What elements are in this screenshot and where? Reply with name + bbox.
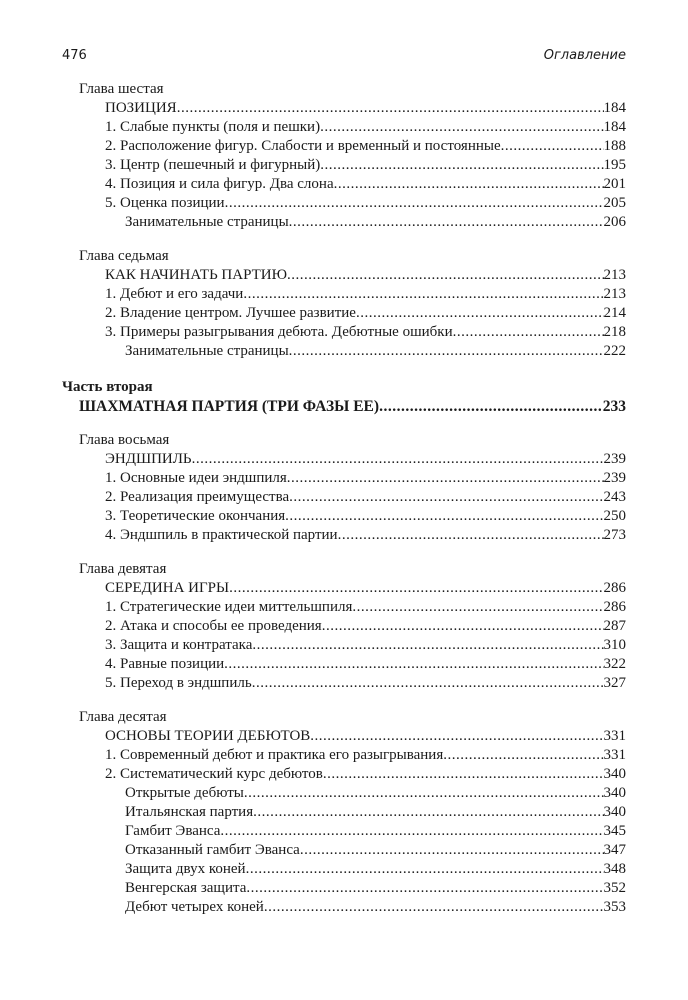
- toc-entry[interactable]: [62, 194, 626, 213]
- dot-leader: [289, 213, 604, 232]
- entry-title: 3. Примеры разыгрывания дебюта. Дебютные ошибки: [105, 324, 453, 340]
- chapter-title-entry[interactable]: [62, 579, 626, 598]
- dot-leader: [177, 99, 604, 118]
- dot-leader: [322, 617, 604, 636]
- toc-entry[interactable]: [62, 213, 626, 232]
- entry-page: 331: [603, 728, 626, 744]
- entry-title: Занимательные страницы: [125, 214, 289, 230]
- entry-page: 310: [603, 637, 626, 653]
- entry-page: 348: [603, 861, 626, 877]
- toc-entry[interactable]: [62, 636, 626, 655]
- entry-title: Венгерская защита: [125, 880, 247, 896]
- chapter-heading: Глава седьмая: [79, 248, 169, 264]
- dot-leader: [287, 469, 604, 488]
- page-number: 476: [62, 48, 87, 63]
- dot-leader: [356, 304, 604, 323]
- toc-subentry[interactable]: [62, 822, 626, 841]
- dot-leader: [334, 175, 604, 194]
- entry-page: 327: [603, 675, 626, 691]
- toc-entry[interactable]: [62, 285, 626, 304]
- entry-title: 3. Центр (пешечный и фигурный): [105, 157, 321, 173]
- entry-page: 273: [603, 527, 626, 543]
- entry-title: 1. Дебют и его задачи: [105, 286, 244, 302]
- dot-leader: [224, 655, 603, 674]
- toc-entry[interactable]: [62, 488, 626, 507]
- toc-entry[interactable]: [62, 526, 626, 545]
- entry-page: 243: [603, 489, 626, 505]
- dot-leader: [379, 397, 603, 416]
- entry-page: 188: [603, 138, 626, 154]
- entry-title: ШАХМАТНАЯ ПАРТИЯ (ТРИ ФАЗЫ ЕЕ): [79, 398, 380, 415]
- entry-page: 184: [603, 119, 626, 135]
- entry-page: 233: [602, 398, 626, 415]
- chapter-heading: Глава девятая: [79, 561, 167, 577]
- part-title-entry[interactable]: [62, 397, 626, 416]
- toc-entry[interactable]: [62, 304, 626, 323]
- entry-title: 4. Эндшпиль в практической партии: [105, 527, 338, 543]
- entry-title: 4. Равные позиции: [105, 656, 225, 672]
- entry-title: ОСНОВЫ ТЕОРИИ ДЕБЮТОВ: [105, 728, 311, 744]
- toc-entry[interactable]: [62, 323, 626, 342]
- dot-leader: [320, 118, 603, 137]
- entry-title: Дебют четырех коней: [125, 899, 264, 915]
- entry-page: 239: [603, 470, 626, 486]
- toc-entry[interactable]: [62, 156, 626, 175]
- entry-page: 352: [603, 880, 626, 896]
- spacer: [62, 545, 626, 560]
- entry-page: 331: [603, 747, 626, 763]
- entry-title: 5. Оценка позиции: [105, 195, 225, 211]
- toc-subentry[interactable]: [62, 898, 626, 917]
- entry-page: 322: [603, 656, 626, 672]
- spacer: [62, 416, 626, 431]
- dot-leader: [323, 765, 604, 784]
- entry-page: 201: [603, 176, 626, 192]
- dot-leader: [289, 342, 604, 361]
- toc-subentry[interactable]: [62, 803, 626, 822]
- toc-subentry[interactable]: [62, 784, 626, 803]
- entry-page: 340: [603, 785, 626, 801]
- dot-leader: [220, 822, 603, 841]
- toc-subentry[interactable]: [62, 860, 626, 879]
- dot-leader: [192, 450, 604, 469]
- toc-entry[interactable]: [62, 674, 626, 693]
- entry-title: 2. Систематический курс дебютов: [105, 766, 323, 782]
- chapter-heading: Глава восьмая: [79, 432, 170, 448]
- dot-leader: [289, 488, 603, 507]
- chapter-title-entry[interactable]: [62, 727, 626, 746]
- entry-title: Гамбит Эванса: [125, 823, 221, 839]
- chapter-title-entry[interactable]: [62, 266, 626, 285]
- dot-leader: [246, 879, 603, 898]
- entry-page: 286: [603, 599, 626, 615]
- entry-page: 287: [603, 618, 626, 634]
- dot-leader: [338, 526, 604, 545]
- spacer: [62, 693, 626, 708]
- entry-title: 2. Расположение фигур. Слабости и временный и постоянные: [105, 138, 501, 154]
- entry-page: 213: [603, 267, 626, 283]
- toc-entry[interactable]: [62, 507, 626, 526]
- entry-page: 184: [603, 100, 626, 116]
- toc-entry[interactable]: [62, 342, 626, 361]
- toc-subentry[interactable]: [62, 879, 626, 898]
- table-of-contents: [62, 80, 626, 917]
- entry-page: 222: [603, 343, 626, 359]
- entry-page: 340: [603, 766, 626, 782]
- entry-title: ПОЗИЦИЯ: [105, 100, 177, 116]
- dot-leader: [246, 860, 604, 879]
- entry-page: 345: [603, 823, 626, 839]
- entry-title: КАК НАЧИНАТЬ ПАРТИЮ: [105, 267, 288, 283]
- entry-page: 205: [603, 195, 626, 211]
- dot-leader: [252, 674, 604, 693]
- toc-entry[interactable]: [62, 746, 626, 765]
- entry-page: 347: [603, 842, 626, 858]
- entry-page: 206: [603, 214, 626, 230]
- dot-leader: [229, 579, 603, 598]
- spacer: [62, 361, 626, 378]
- entry-title: 2. Реализация преимущества: [105, 489, 290, 505]
- dot-leader: [501, 137, 604, 156]
- entry-page: 286: [603, 580, 626, 596]
- entry-title: Отказанный гамбит Эванса: [125, 842, 300, 858]
- toc-entry[interactable]: [62, 655, 626, 674]
- chapter-title-entry[interactable]: [62, 450, 626, 469]
- page-header: [62, 46, 626, 66]
- dot-leader: [264, 898, 604, 917]
- entry-page: 250: [603, 508, 626, 524]
- entry-title: 1. Современный дебют и практика его разыгрывания: [105, 747, 444, 763]
- dot-leader: [453, 323, 604, 342]
- dot-leader: [252, 636, 603, 655]
- chapter-title-entry[interactable]: [62, 99, 626, 118]
- entry-title: 3. Теоретические окончания: [105, 508, 286, 524]
- toc-entry[interactable]: [62, 137, 626, 156]
- dot-leader: [287, 266, 603, 285]
- dot-leader: [285, 507, 603, 526]
- entry-title: 3. Защита и контратака: [105, 637, 253, 653]
- entry-title: ЭНДШПИЛЬ: [105, 451, 192, 467]
- dot-leader: [225, 194, 604, 213]
- entry-title: Открытые дебюты: [125, 785, 244, 801]
- toc-entry[interactable]: [62, 118, 626, 137]
- entry-title: 1. Стратегические идеи миттельшпиля: [105, 599, 353, 615]
- entry-title: Итальянская партия: [125, 804, 254, 820]
- dot-leader: [320, 156, 603, 175]
- entry-page: 218: [603, 324, 626, 340]
- spacer: [62, 232, 626, 247]
- toc-subentry[interactable]: [62, 841, 626, 860]
- part-label: Часть вторая: [62, 379, 153, 395]
- dot-leader: [244, 784, 604, 803]
- entry-title: 1. Слабые пункты (поля и пешки): [105, 119, 321, 135]
- toc-entry[interactable]: [62, 617, 626, 636]
- chapter-heading: Глава десятая: [79, 709, 167, 725]
- entry-page: 239: [603, 451, 626, 467]
- toc-entry[interactable]: [62, 469, 626, 488]
- running-title: Оглавление: [543, 48, 626, 63]
- dot-leader: [253, 803, 603, 822]
- entry-page: 195: [603, 157, 626, 173]
- entry-title: 1. Основные идеи эндшпиля: [105, 470, 287, 486]
- chapter-heading: Глава шестая: [79, 81, 164, 97]
- entry-title: 5. Переход в эндшпиль: [105, 675, 252, 691]
- entry-title: СЕРЕДИНА ИГРЫ: [105, 580, 230, 596]
- toc-entry[interactable]: [62, 175, 626, 194]
- entry-title: 2. Владение центром. Лучшее развитие: [105, 305, 356, 321]
- dot-leader: [352, 598, 603, 617]
- entry-page: 213: [603, 286, 626, 302]
- dot-leader: [443, 746, 603, 765]
- dot-leader: [300, 841, 604, 860]
- dot-leader: [243, 285, 603, 304]
- entry-title: 2. Атака и способы ее проведения: [105, 618, 322, 634]
- toc-entry[interactable]: [62, 765, 626, 784]
- entry-page: 214: [603, 305, 626, 321]
- entry-title: 4. Позиция и сила фигур. Два слона: [105, 176, 334, 192]
- entry-page: 353: [603, 899, 626, 915]
- entry-title: Защита двух коней: [125, 861, 246, 877]
- entry-title: Занимательные страницы: [125, 343, 289, 359]
- entry-page: 340: [603, 804, 626, 820]
- toc-entry[interactable]: [62, 598, 626, 617]
- dot-leader: [310, 727, 603, 746]
